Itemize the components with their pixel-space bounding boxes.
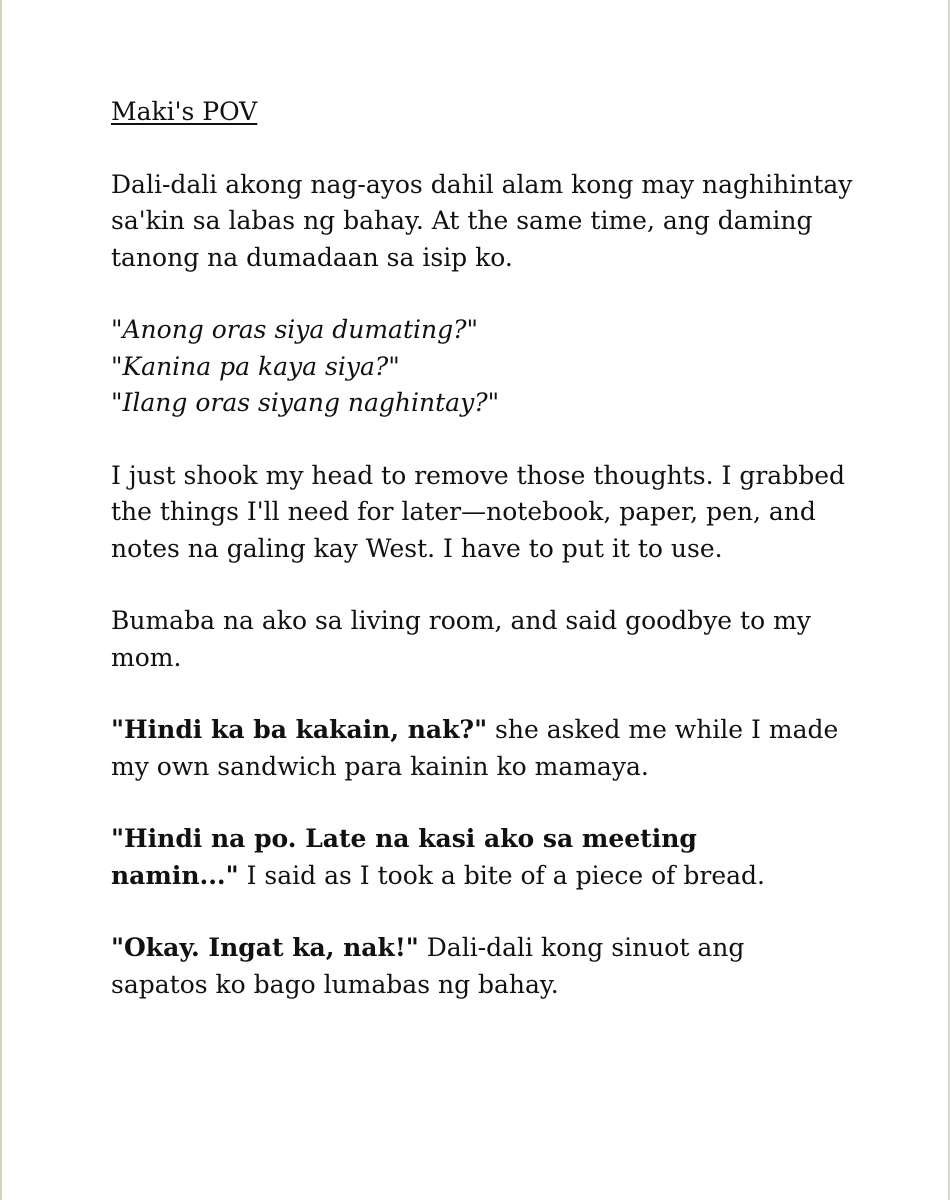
paragraph-4-line-1: Bumaba na ako sa living room, and said goodbye to my <box>111 606 811 635</box>
paragraph-3 <box>111 458 891 568</box>
paragraph-1-line-1: Dali-dali akong nag-ayos dahil alam kong may naghihintay <box>111 169 853 199</box>
paragraph-3-line-2: the things I'll need for later—notebook, paper, pen, and <box>111 497 816 526</box>
dialogue-maki-reply-line-1: "Hindi na po. Late na kasi ako sa meeting <box>111 824 697 853</box>
paragraph-1-line-2: sa'kin sa labas ng bahay. At the same time, ang daming <box>111 206 813 235</box>
paragraph-5-narration: she asked me while I made <box>487 715 839 744</box>
paragraph-1-line-3: tanong na dumadaan sa isip ko. <box>111 242 513 272</box>
paragraph-7-line-1 <box>111 930 891 967</box>
dialogue-maki-reply-line-2: namin..." <box>111 860 239 890</box>
paragraph-6-narration: I said as I took a bite of a piece of bread. <box>238 860 765 890</box>
thought-3: "Ilang oras siyang naghintay?" <box>111 388 500 417</box>
paragraph-3-line-3: notes na galing kay West. I have to put it to use. <box>111 533 723 563</box>
chapter-heading: Maki's POV <box>111 97 258 126</box>
document-body <box>111 94 891 1039</box>
paragraph-7-narration: Dali-dali kong sinuot ang <box>418 933 745 962</box>
paragraph-7-line-2: sapatos ko bago lumabas ng bahay. <box>111 969 559 999</box>
paragraph-7 <box>111 930 891 1003</box>
thought-2: "Kanina pa kaya siya?" <box>111 351 400 381</box>
paragraph-4-line-2: mom. <box>111 642 182 672</box>
paragraph-5-line-2: my own sandwich para kainin ko mamaya. <box>111 751 649 781</box>
thoughts-block <box>111 312 891 422</box>
dialogue-mom-farewell: "Okay. Ingat ka, nak!" <box>111 933 419 962</box>
paragraph-3-line-1: I just shook my head to remove those thoughts. I grabbed <box>111 460 845 490</box>
dialogue-mom-question: "Hindi ka ba kakain, nak?" <box>111 715 488 744</box>
paragraph-1 <box>111 167 891 277</box>
paragraph-5 <box>111 712 891 785</box>
paragraph-6 <box>111 821 891 894</box>
paragraph-5-line-1 <box>111 712 891 749</box>
paragraph-4 <box>111 603 891 676</box>
paragraph-6-line-2 <box>111 858 891 895</box>
page-edge-left <box>0 0 2 1200</box>
thought-1: "Anong oras siya dumating?" <box>111 315 479 344</box>
